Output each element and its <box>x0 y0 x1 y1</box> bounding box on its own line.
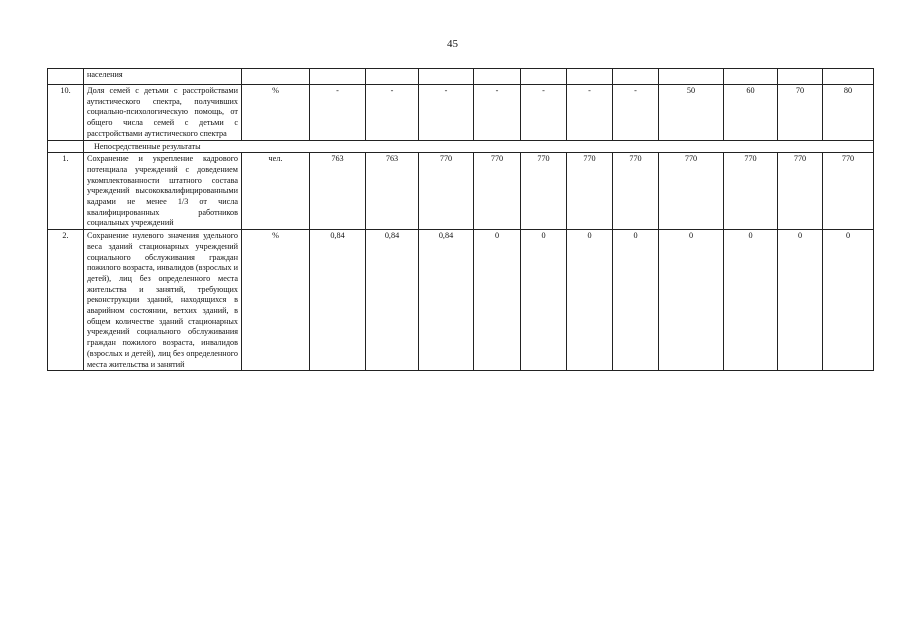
value-cell: 770 <box>724 153 778 230</box>
table-row <box>48 85 874 141</box>
value-cell: 0 <box>613 230 659 371</box>
value-cell: 0 <box>474 230 521 371</box>
value-cell: 770 <box>659 153 724 230</box>
unit-cell: чел. <box>242 153 310 230</box>
value-cell: - <box>474 85 521 141</box>
value-cell: - <box>310 85 366 141</box>
value-cell: 0,84 <box>366 230 419 371</box>
value-cell: - <box>613 85 659 141</box>
value-cell: 770 <box>567 153 613 230</box>
value-cell: 770 <box>613 153 659 230</box>
value-cell: 770 <box>778 153 823 230</box>
value-cell: 0,84 <box>419 230 474 371</box>
value-cell: 770 <box>474 153 521 230</box>
unit-cell: % <box>242 230 310 371</box>
indicator-name-cell: Сохранение и укрепление кадрового потенциала учреждений с доведением укомплектованности штатного состава учреждений высококвалифицированными кадрами не менее 1/3 от числа квалифицированных работников социальных учреждений <box>84 153 242 230</box>
value-cell: 770 <box>823 153 874 230</box>
unit-cell: % <box>242 85 310 141</box>
row-number-cell: 1. <box>48 153 84 230</box>
indicators-table <box>47 68 874 371</box>
table-row <box>48 230 874 371</box>
value-cell: 0 <box>724 230 778 371</box>
indicator-name-cell: Доля семей с детьми с расстройствами аутистического спектра, получивших социально-психологическую помощь, от общего числа семей с детьми с расстройствами аутистического спектра <box>84 85 242 141</box>
value-cell: 770 <box>521 153 567 230</box>
value-cell: 0 <box>521 230 567 371</box>
value-cell: 0 <box>567 230 613 371</box>
value-cell: 0,84 <box>310 230 366 371</box>
value-cell: - <box>567 85 613 141</box>
value-cell: 50 <box>659 85 724 141</box>
section-row <box>48 140 874 153</box>
row-number-cell: 10. <box>48 85 84 141</box>
value-cell: 0 <box>778 230 823 371</box>
value-cell: - <box>366 85 419 141</box>
value-cell: 0 <box>659 230 724 371</box>
value-cell: 763 <box>366 153 419 230</box>
table-row <box>48 153 874 230</box>
page-number: 45 <box>447 38 458 50</box>
value-cell: 763 <box>310 153 366 230</box>
indicator-name-cell: населения <box>84 69 242 85</box>
indicator-name-cell: Сохранение нулевого значения удельного веса зданий стационарных учреждений социального обслуживания граждан пожилого возраста, инвалидов (взрослых и детей), лиц без определенного места жительства и занятий, требующих реконструкции зданий, находящихся в аварийном состоянии, ветхих зданий, в общем количестве зданий стационарных учреждений социального обслуживания граждан пожилого возраста, инвалидов (взрослых и детей), лиц без определенного места жительства и занятий <box>84 230 242 371</box>
value-cell: - <box>419 85 474 141</box>
continuation-row <box>48 69 874 85</box>
section-title: Непосредственные результаты <box>84 140 874 153</box>
value-cell: - <box>521 85 567 141</box>
value-cell: 770 <box>419 153 474 230</box>
value-cell: 80 <box>823 85 874 141</box>
row-number-cell <box>48 69 84 85</box>
value-cell: 0 <box>823 230 874 371</box>
value-cell: 60 <box>724 85 778 141</box>
value-cell: 70 <box>778 85 823 141</box>
row-number-cell: 2. <box>48 230 84 371</box>
